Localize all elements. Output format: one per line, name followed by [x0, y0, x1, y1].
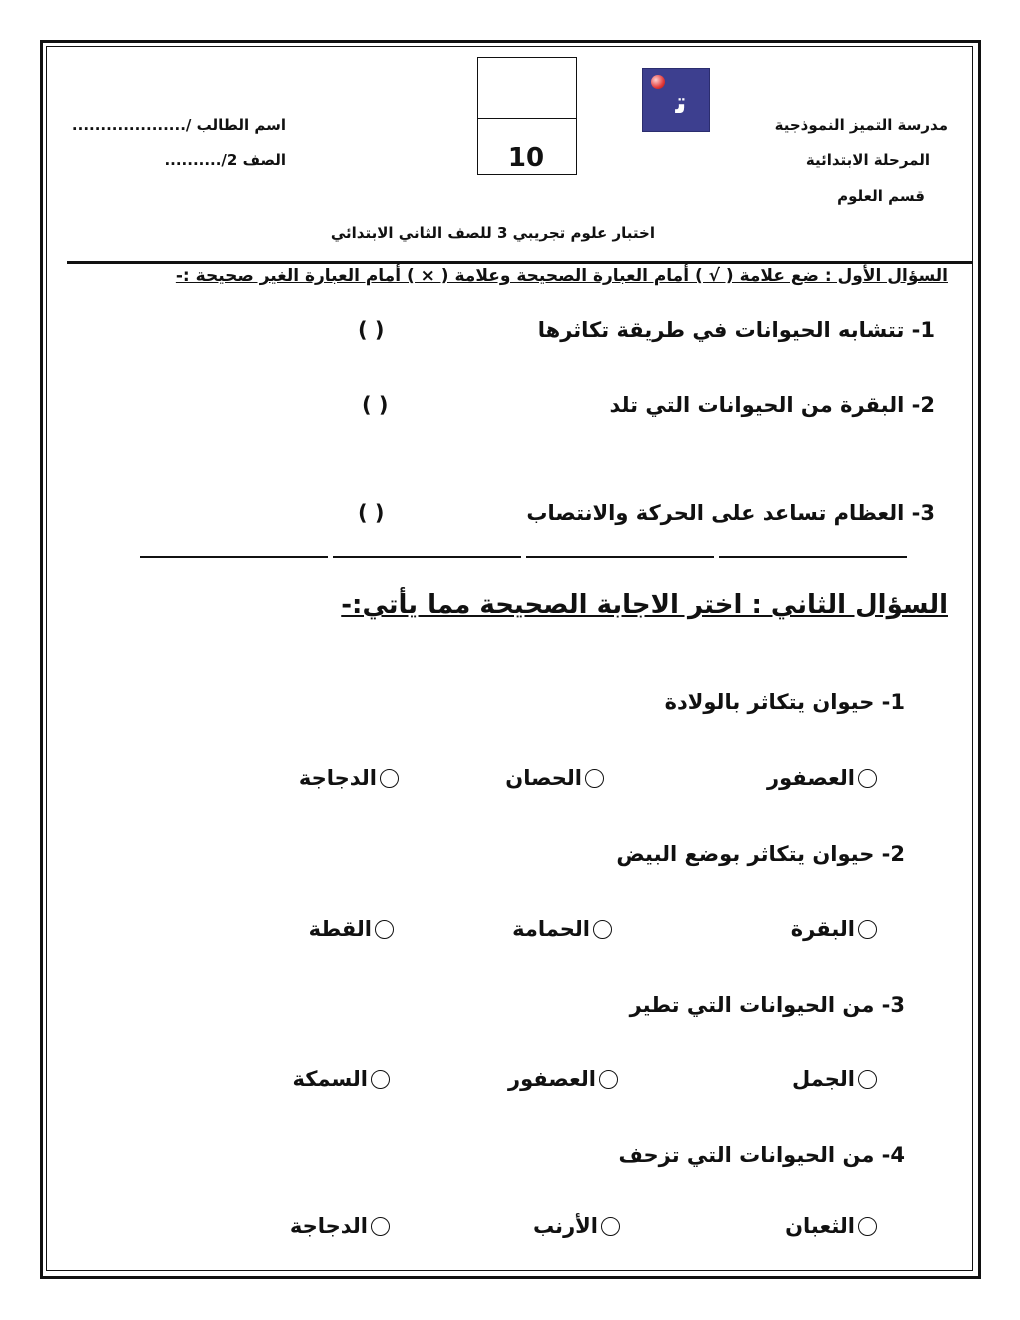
q2-item-text: من الحيوانات التي تزحف [618, 1143, 875, 1167]
option-label: الحمامة [512, 917, 590, 941]
q2-item-text: حيوان يتكاثر بوضع البيض [616, 842, 875, 866]
empty-circle-icon[interactable] [601, 1217, 620, 1236]
grade-box-divider [478, 118, 576, 119]
q1-item-text: تتشابه الحيوانات في طريقة تكاثرها [537, 318, 905, 342]
empty-circle-icon[interactable] [593, 920, 612, 939]
option-label: الثعبان [785, 1214, 855, 1238]
q1-item-number: 2- [911, 393, 935, 417]
q2-item-number: 3- [881, 993, 905, 1017]
class-field[interactable]: الصف 2/.......... [164, 151, 286, 169]
q2-item-text: حيوان يتكاثر بالولادة [664, 690, 875, 714]
logo-glyph-icon: ﺗ [675, 86, 687, 121]
q2-4-option-2[interactable] [533, 1214, 620, 1238]
q2-2-option-1[interactable] [791, 917, 877, 941]
q2-item-3 [630, 993, 905, 1017]
q1-item-number: 1- [911, 318, 935, 342]
empty-circle-icon[interactable] [858, 769, 877, 788]
exam-title: اختبار علوم تجريبي 3 للصف الثاني الابتدائي [330, 224, 655, 242]
q1-answer-box-1[interactable]: ( ) [358, 318, 385, 342]
q1-item-3 [526, 501, 935, 525]
empty-circle-icon[interactable] [599, 1070, 618, 1089]
q2-3-option-3[interactable] [293, 1067, 390, 1091]
q1-answer-box-2[interactable]: ( ) [362, 393, 389, 417]
option-label: الدجاجة [289, 1214, 368, 1238]
department-name: قسم العلوم [837, 187, 925, 205]
empty-circle-icon[interactable] [371, 1217, 390, 1236]
student-name-field[interactable]: اسم الطالب /.................... [71, 116, 286, 134]
empty-circle-icon[interactable] [858, 1217, 877, 1236]
empty-circle-icon[interactable] [585, 769, 604, 788]
q2-item-text: من الحيوانات التي تطير [629, 993, 875, 1017]
school-name: مدرسة التميز النموذجية [774, 116, 948, 134]
option-label: البقرة [790, 917, 855, 941]
option-label: الجمل [791, 1067, 855, 1091]
option-label: السمكة [292, 1067, 368, 1091]
school-stage: المرحلة الابتدائية [805, 151, 930, 169]
q2-item-number: 4- [881, 1143, 905, 1167]
question1-instruction: السؤال الأول : ضع علامة ( √ ) أمام العبارة الصحيحة وعلامة ( × ) أمام العبارة الغير صحيحة :- [175, 266, 948, 286]
empty-circle-icon[interactable] [375, 920, 394, 939]
option-label: العصفور [767, 766, 855, 790]
q2-2-option-3[interactable] [309, 917, 394, 941]
empty-circle-icon[interactable] [858, 920, 877, 939]
empty-circle-icon[interactable] [371, 1070, 390, 1089]
option-label: الأرنب [532, 1214, 598, 1238]
q2-1-option-3[interactable] [299, 766, 399, 790]
empty-circle-icon[interactable] [380, 769, 399, 788]
q2-2-option-2[interactable] [512, 917, 612, 941]
school-logo-icon [642, 68, 710, 132]
q2-item-number: 2- [881, 842, 905, 866]
q2-4-option-3[interactable] [290, 1214, 390, 1238]
q2-3-option-1[interactable] [792, 1067, 877, 1091]
header-rule [67, 261, 972, 264]
q2-1-option-2[interactable] [505, 766, 604, 790]
option-label: القطة [308, 917, 372, 941]
separator-segment [333, 556, 521, 558]
q1-item-text: البقرة من الحيوانات التي تلد [609, 393, 905, 417]
q1-item-2 [609, 393, 935, 417]
question2-title: السؤال الثاني : اختر الاجابة الصحيحة مما يأتي:- [341, 590, 948, 620]
q2-item-2 [616, 842, 905, 866]
q2-item-4 [618, 1143, 905, 1167]
q2-item-number: 1- [881, 690, 905, 714]
q1-item-1 [538, 318, 935, 342]
option-label: الحصان [505, 766, 582, 790]
grade-total: 10 [507, 143, 545, 173]
empty-circle-icon[interactable] [858, 1070, 877, 1089]
separator-segment [719, 556, 907, 558]
q2-3-option-2[interactable] [508, 1067, 618, 1091]
q1-item-number: 3- [911, 501, 935, 525]
q2-item-1 [665, 690, 905, 714]
separator-segment [526, 556, 714, 558]
q1-item-text: العظام تساعد على الحركة والانتصاب [526, 501, 905, 525]
option-label: العصفور [508, 1067, 596, 1091]
option-label: الدجاجة [298, 766, 377, 790]
q2-4-option-1[interactable] [785, 1214, 877, 1238]
separator-segment [140, 556, 328, 558]
q2-1-option-1[interactable] [767, 766, 877, 790]
q1-answer-box-3[interactable]: ( ) [358, 501, 385, 525]
